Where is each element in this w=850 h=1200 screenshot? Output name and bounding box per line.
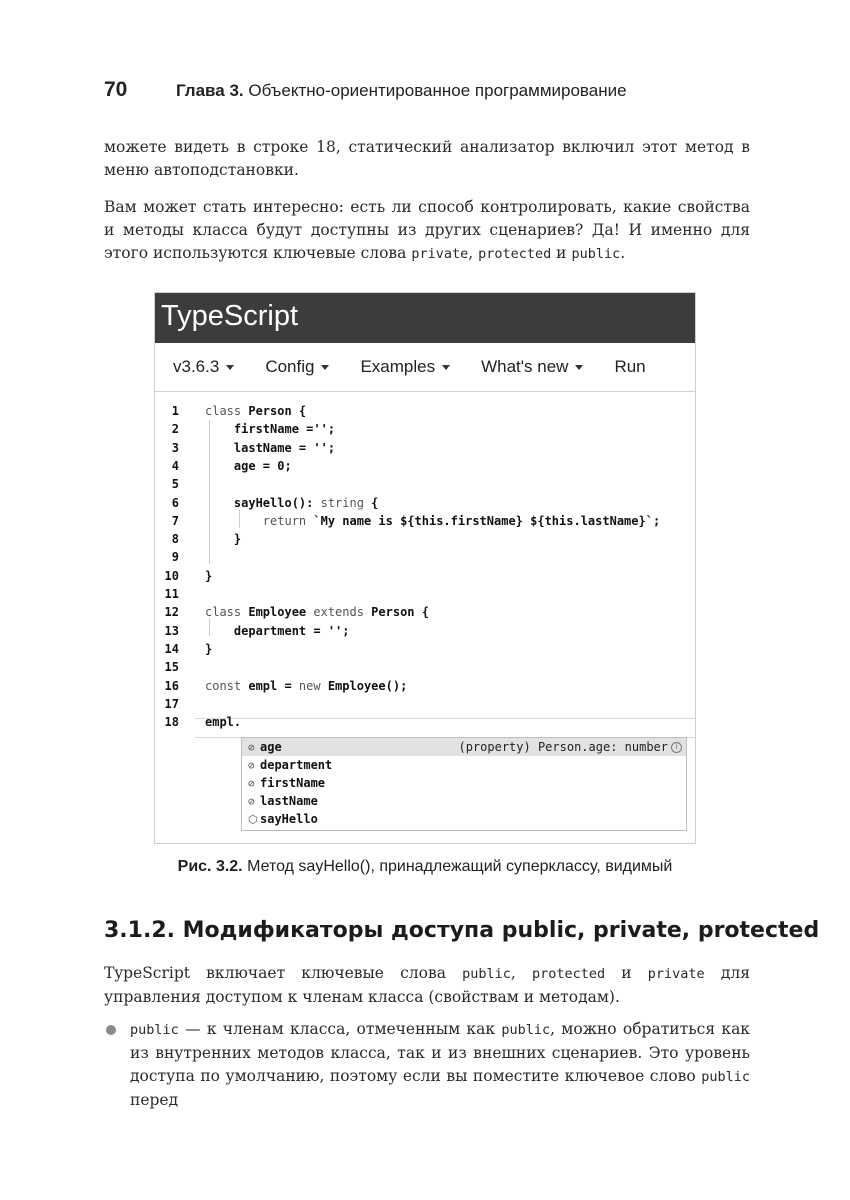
current-line-highlight: [195, 718, 695, 738]
suggestion-item-firstName[interactable]: [242, 774, 686, 792]
line-number: 14: [164, 641, 179, 656]
p3-sep2: и: [605, 964, 648, 982]
p4-text-a: — к членам класса, отмеченным как: [178, 1020, 502, 1038]
paragraph-2: [104, 196, 750, 266]
nav-config[interactable]: [265, 357, 329, 377]
kw-protected: protected: [478, 246, 552, 262]
p2-end: .: [620, 244, 626, 262]
code-text: }: [205, 568, 213, 583]
paragraph-1: можете видеть в строке 18, статический анализатор включил этот метод в меню автоподстановки.: [104, 138, 750, 179]
code-text: empl.: [205, 715, 242, 730]
code-text: }: [205, 532, 242, 547]
kw-public: public: [130, 1022, 179, 1038]
code-text: return `My name is ${this.firstName} ${this.lastName}`;: [262, 513, 661, 528]
kw-private: private: [411, 246, 469, 262]
chapter-title: Объектно-ориентированное программирование: [248, 81, 627, 100]
paragraph-3: [104, 962, 750, 1009]
line-number: 3: [171, 440, 179, 455]
line-number: 11: [164, 587, 179, 601]
p2-sep1: ,: [468, 244, 479, 262]
p2-sep2: и: [551, 244, 572, 262]
line-number: 9: [171, 550, 179, 565]
suggestion-label: firstName: [260, 776, 326, 790]
line-number: 6: [171, 495, 179, 510]
line-number: 16: [164, 678, 179, 693]
kw-private: private: [647, 966, 705, 982]
page-header: [104, 78, 754, 108]
autocomplete-popup[interactable]: [241, 737, 687, 831]
code-text: lastName = '';: [205, 440, 336, 455]
suggestion-label: lastName: [260, 794, 318, 808]
line-number: 12: [164, 605, 179, 620]
figure-screenshot: [154, 292, 696, 844]
kw-public: public: [462, 966, 511, 982]
code-text: age = 0;: [205, 458, 292, 473]
p2-text: Вам может стать интересно: есть ли способ контролировать, какие свойства и методы класса будут доступны из других сценариев? Да! И именно для этого используются ключевые слова: [104, 198, 750, 262]
chevron-down-icon: [226, 365, 234, 370]
code-text: department = '';: [205, 623, 350, 638]
nav-examples[interactable]: [360, 357, 450, 377]
p3-text-a: TypeScript включает ключевые слова: [104, 964, 463, 982]
code-text: class Employee extends Person {: [205, 605, 429, 620]
code-text: firstName ='';: [205, 422, 336, 437]
line-number: 1: [171, 404, 179, 418]
line-number: 2: [171, 422, 179, 437]
kw-protected: protected: [531, 966, 606, 982]
nav-version-label: v3.6.3: [173, 357, 220, 376]
chevron-down-icon: [575, 365, 583, 370]
chapter-heading: [176, 81, 627, 101]
suggestion-label: age: [260, 740, 282, 754]
method-icon: ⬡: [248, 813, 258, 826]
run-button[interactable]: [614, 357, 645, 377]
suggestion-item-lastName[interactable]: [242, 792, 686, 810]
code-text: }: [205, 641, 213, 656]
nav-bar: [155, 343, 695, 392]
page-number: 70: [104, 78, 128, 101]
kw-public: public: [701, 1069, 750, 1085]
suggestion-detail: (property) Person.age: number: [458, 740, 668, 754]
kw-public: public: [501, 1022, 551, 1038]
chevron-down-icon: [321, 365, 329, 370]
chapter-label: Глава 3.: [176, 81, 244, 100]
line-number: 13: [164, 623, 179, 638]
suggestion-item-department[interactable]: [242, 756, 686, 774]
line-number: 4: [171, 458, 179, 473]
suggestion-item-age[interactable]: [242, 738, 686, 756]
run-button-label: Run: [614, 357, 646, 376]
code-text: class Person {: [205, 404, 307, 418]
kw-public: public: [571, 246, 621, 262]
suggestion-label: department: [260, 758, 333, 772]
bullet-item-public: [130, 1018, 750, 1112]
code-text: const empl = new Employee();: [205, 678, 408, 693]
chevron-down-icon: [442, 365, 450, 370]
p4-text-c: перед: [130, 1091, 179, 1109]
section-title: 3.1.2. Модификаторы доступа public, private, protected: [104, 918, 820, 943]
p4-text-b: , можно обратиться как из внутренних методов класса, так и из внешних сценариев. Это уровень доступа по умолчанию, поэтому если вы поместите ключевое слово: [130, 1020, 750, 1085]
line-number: 5: [171, 477, 179, 492]
property-icon: ⊘: [248, 777, 255, 790]
nav-config-label: Config: [265, 357, 315, 376]
property-icon: ⊘: [248, 795, 255, 808]
line-number: 10: [164, 568, 179, 583]
p3-sep1: ,: [510, 964, 532, 982]
info-icon[interactable]: i: [671, 742, 682, 753]
property-icon: ⊘: [248, 759, 255, 772]
caption-text: Метод sayHello(), принадлежащий суперклассу, видимый: [242, 858, 673, 875]
line-number: 8: [171, 532, 179, 547]
nav-whats-new[interactable]: [481, 357, 583, 377]
nav-version[interactable]: [173, 357, 234, 377]
suggestion-label: sayHello: [260, 812, 318, 826]
line-number: 18: [164, 715, 179, 730]
bullet-icon: [106, 1025, 116, 1035]
nav-examples-label: Examples: [360, 357, 436, 376]
p3-text-b: для управления доступом к членам класса (свойствам и методам).: [104, 964, 750, 1006]
nav-whats-new-label: What's new: [481, 357, 569, 376]
line-number: 15: [164, 660, 179, 675]
figure-caption: [0, 858, 850, 876]
property-icon: ⊘: [248, 741, 255, 754]
line-number: 17: [164, 696, 179, 711]
line-number: 7: [171, 513, 179, 528]
code-text: sayHello(): string {: [205, 495, 379, 510]
suggestion-item-sayHello[interactable]: [242, 810, 686, 828]
app-title: TypeScript: [155, 293, 695, 343]
caption-label: Рис. 3.2.: [177, 858, 243, 875]
